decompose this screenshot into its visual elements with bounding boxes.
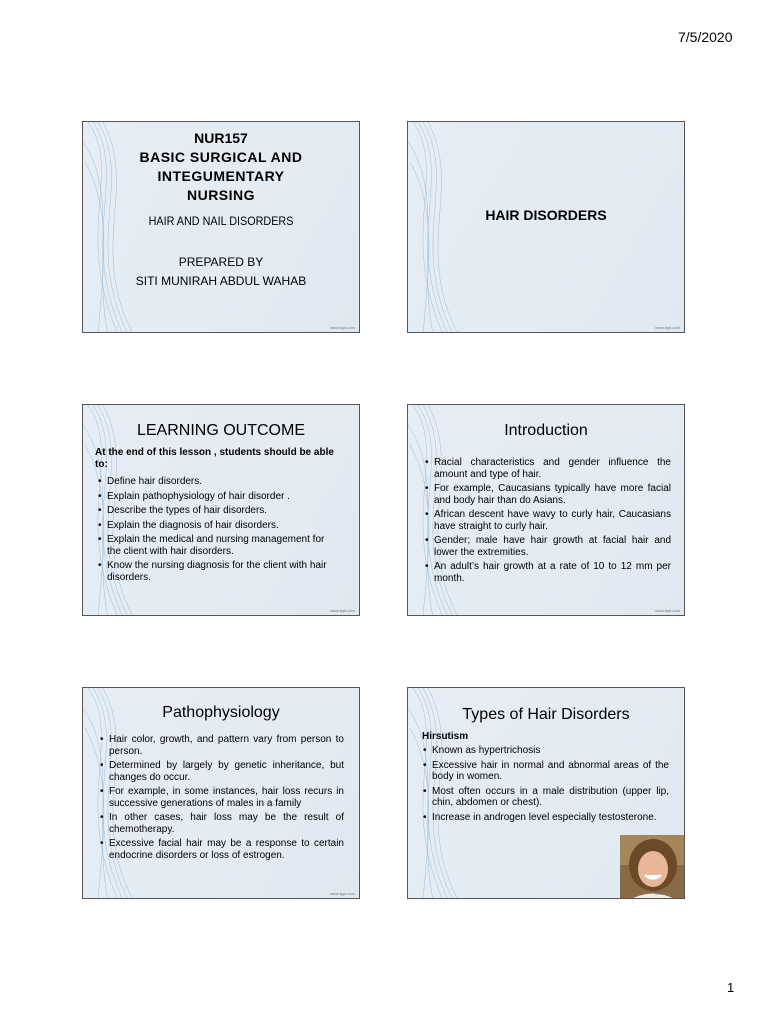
list-item: • Hair color, growth, and pattern vary from person to person.: [99, 734, 344, 757]
course-title-line-1: BASIC SURGICAL AND: [139, 149, 303, 165]
bullet-list: [99, 734, 344, 864]
slide-6: [407, 687, 685, 899]
page-number: 1: [727, 980, 735, 995]
slide-4: [407, 404, 685, 616]
author-name: SITI MUNIRAH ABDUL WAHAB: [135, 274, 307, 288]
wave-decoration: [408, 122, 468, 333]
list-item: • An adult’s hair growth at a rate of 10 to 12 mm per month.: [424, 561, 671, 584]
list-item: • Explain the medical and nursing management for the client with hair disorders.: [97, 534, 337, 557]
list-item: • Know the nursing diagnosis for the client with hair disorders.: [97, 560, 337, 583]
list-item: • Racial characteristics and gender influence the amount and type of hair.: [424, 457, 671, 480]
slide-2: [407, 121, 685, 333]
slide-title: Introduction: [504, 422, 588, 439]
brand-mark: www.fppt.com: [655, 891, 680, 896]
slide-title: HAIR DISORDERS: [485, 207, 607, 223]
list-item: • In other cases, hair loss may be the result of chemotherapy.: [99, 812, 344, 835]
brand-mark: www.fppt.com: [655, 325, 680, 330]
bullet-list: [422, 745, 669, 826]
list-item: • For example, Caucasians typically have more facial and body hair than do Asians.: [424, 483, 671, 506]
slide-intro: At the end of this lesson , students should be able to:: [95, 447, 334, 470]
list-item: • For example, in some instances, hair loss recurs in successive generations of males in a family: [99, 786, 344, 809]
list-item: • Determined by largely by genetic inheritance, but changes do occur.: [99, 760, 344, 783]
brand-mark: www.fppt.com: [330, 325, 355, 330]
list-item: • African descent have wavy to curly hair, Caucasians have straight to curly hair.: [424, 509, 671, 532]
brand-mark: www.fppt.com: [655, 608, 680, 613]
slide-title: LEARNING OUTCOME: [136, 422, 305, 439]
bullet-list: [424, 457, 671, 587]
print-date: 7/5/2020: [678, 29, 733, 45]
brand-mark: www.fppt.com: [330, 608, 355, 613]
course-title-line-2: INTEGUMENTARY: [157, 168, 285, 184]
slide-5: [82, 687, 360, 899]
list-item: • Excessive hair in normal and abnormal areas of the body in women.: [422, 760, 669, 783]
brand-mark: www.fppt.com: [330, 891, 355, 896]
list-item: • Increase in androgen level especially testosterone.: [422, 812, 669, 824]
slide-title: Types of Hair Disorders: [462, 706, 630, 723]
bullet-list: [97, 476, 337, 586]
slide-heading: Hirsutism: [422, 731, 469, 742]
list-item: • Known as hypertrichosis: [422, 745, 669, 757]
prepared-by-label: PREPARED BY: [178, 255, 264, 269]
list-item: • Excessive facial hair may be a response to certain endocrine disorders or loss of estrogen.: [99, 838, 344, 861]
list-item: • Gender; male have hair growth at facial hair and lower the extremities.: [424, 535, 671, 558]
slide-3: [82, 404, 360, 616]
list-item: • Describe the types of hair disorders.: [97, 505, 337, 517]
list-item: • Define hair disorders.: [97, 476, 337, 488]
slide-1: [82, 121, 360, 333]
course-code: NUR157: [194, 130, 248, 146]
slide-title: Pathophysiology: [162, 704, 280, 721]
list-item: • Explain the diagnosis of hair disorders.: [97, 520, 337, 532]
course-title-line-3: NURSING: [186, 187, 256, 203]
slide-subtitle: HAIR AND NAIL DISORDERS: [148, 214, 294, 228]
portrait-photo: [620, 835, 685, 899]
list-item: • Explain pathophysiology of hair disorder .: [97, 491, 337, 503]
list-item: • Most often occurs in a male distribution (upper lip, chin, abdomen or chest).: [422, 786, 669, 809]
